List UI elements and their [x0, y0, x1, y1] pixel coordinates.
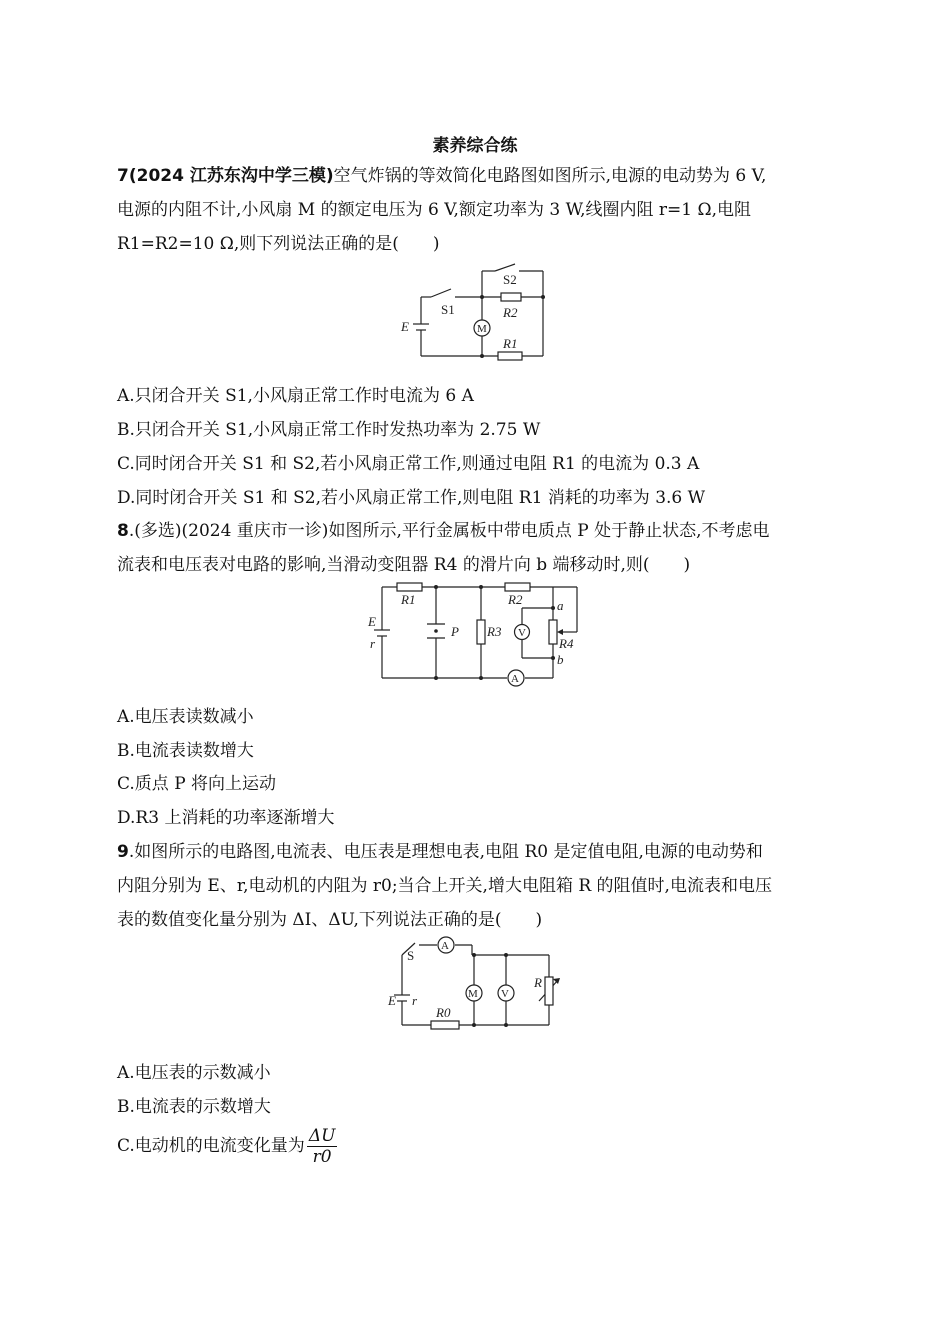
q7-r2-label: R2: [503, 305, 518, 320]
q9-fraction-numerator: ΔU: [308, 1126, 336, 1146]
q7-motor-label: M: [477, 323, 487, 335]
q9-option-c-text: C.电动机的电流变化量为: [117, 1136, 305, 1156]
q7-circuit-diagram: [395, 262, 555, 367]
q8-r4-label: R4: [559, 636, 574, 651]
q8-line1: [117, 520, 770, 542]
q8-particle-p-label: P: [451, 624, 459, 639]
q7-option-c: C.同时闭合开关 S1 和 S2,若小风扇正常工作,则通过电阻 R1 的电流为 0.3 A: [117, 454, 700, 474]
q8-option-b: B.电流表读数增大: [117, 741, 254, 761]
q8-stem-1: 如图所示,平行金属板中带电质点 P 处于静止状态,不考虑电: [328, 521, 770, 541]
q9-line3: 表的数值变化量分别为 ΔI、ΔU,下列说法正确的是( ): [117, 910, 543, 930]
q8-source: .(多选)(2024 重庆市一诊): [128, 521, 329, 541]
q8-voltmeter-label: V: [518, 627, 526, 639]
q9-line1: [117, 841, 763, 863]
q7-s1-label: S1: [441, 302, 455, 317]
q9-internal-r-label: r: [412, 993, 418, 1008]
q7-r1-label: R1: [503, 336, 518, 351]
q7-source: (2024 江苏东沟中学三模): [128, 166, 334, 186]
section-title: 素养综合练: [432, 136, 518, 156]
q9-number: 9: [117, 842, 129, 862]
q9-fraction-denominator: r0: [312, 1147, 332, 1167]
q8-r1-label: R1: [401, 592, 416, 607]
q7-emf-label: E: [401, 319, 409, 334]
q7-option-d: D.同时闭合开关 S1 和 S2,若小风扇正常工作,则电阻 R1 消耗的功率为 3.6 W: [117, 488, 706, 508]
q9-circuit-diagram: [385, 935, 560, 1030]
q7-option-a: A.只闭合开关 S1,小风扇正常工作时电流为 6 A: [117, 386, 474, 406]
q7-line3: R1=R2=10 Ω,则下列说法正确的是( ): [117, 234, 440, 254]
q8-line2: 流表和电压表对电路的影响,当滑动变阻器 R4 的滑片向 b 端移动时,则( ): [117, 555, 691, 575]
q9-line2: 内阻分别为 E、r,电动机的内阻为 r0;当合上开关,增大电阻箱 R 的阻值时,电流表和电压: [117, 876, 772, 896]
q9-option-b: B.电流表的示数增大: [117, 1097, 271, 1117]
q8-terminal-b-label: b: [557, 652, 564, 667]
q9-voltmeter-label: V: [501, 988, 509, 1000]
q7-s2-label: S2: [503, 272, 517, 287]
q9-option-a: A.电压表的示数减小: [117, 1063, 271, 1083]
q8-option-c: C.质点 P 将向上运动: [117, 774, 277, 794]
q7-line2: 电源的内阻不计,小风扇 M 的额定电压为 6 V,额定功率为 3 W,线圈内阻 r=1 Ω,电阻: [117, 200, 751, 220]
q8-circuit-diagram: [365, 578, 590, 690]
q7-number: 7: [117, 166, 129, 186]
q9-r0-label: R0: [436, 1005, 451, 1020]
q8-r3-label: R3: [487, 624, 502, 639]
q9-emf-label: E: [388, 993, 396, 1008]
q7-stem-1: 空气炸锅的等效简化电路图如图所示,电源的电动势为 6 V,: [333, 166, 767, 186]
q9-resistance-box-label: R: [534, 975, 542, 990]
q8-r2-label: R2: [508, 592, 523, 607]
q8-internal-r-label: r: [370, 636, 376, 651]
q8-terminal-a-label: a: [557, 598, 564, 613]
q9-switch-label: S: [407, 948, 415, 963]
q9-ammeter-label: A: [441, 940, 449, 952]
q7-option-b: B.只闭合开关 S1,小风扇正常工作时发热功率为 2.75 W: [117, 420, 541, 440]
q9-option-c: [117, 1126, 337, 1167]
q9-motor-label: M: [468, 988, 478, 1000]
q8-emf-label: E: [368, 614, 376, 629]
q8-option-a: A.电压表读数减小: [117, 707, 254, 727]
q7-line1: [117, 165, 766, 187]
q8-option-d: D.R3 上消耗的功率逐渐增大: [117, 808, 335, 828]
q8-number: 8: [117, 521, 129, 541]
q9-fraction: [307, 1126, 338, 1167]
q8-ammeter-label: A: [511, 673, 519, 685]
q9-stem-1: .如图所示的电路图,电流表、电压表是理想电表,电阻 R0 是定值电阻,电源的电动势和: [128, 842, 763, 862]
